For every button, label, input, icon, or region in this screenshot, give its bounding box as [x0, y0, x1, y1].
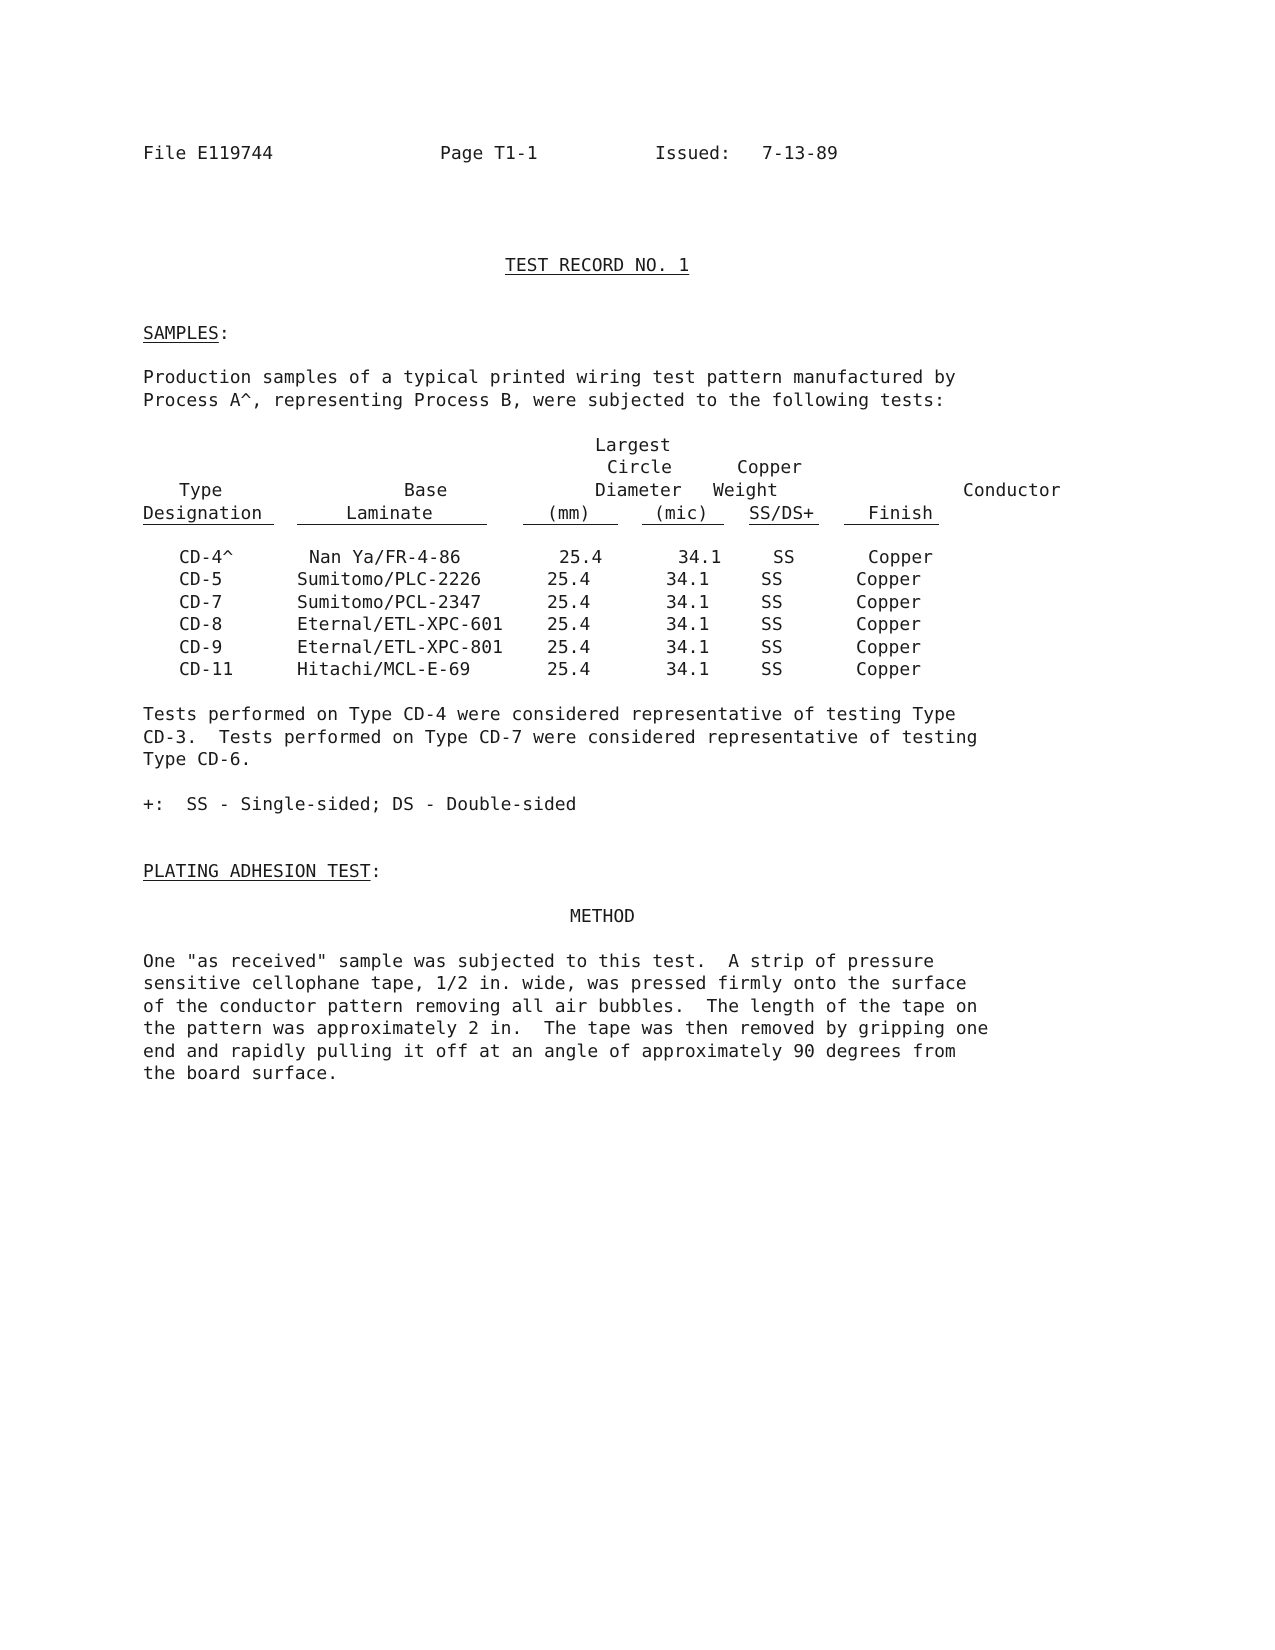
samples-heading: SAMPLES:: [143, 323, 230, 344]
underline-ssds: [749, 524, 819, 525]
col-header-base: Base: [404, 480, 448, 501]
method-line-5: end and rapidly pulling it off at an angle of approximately 90 degrees from: [143, 1041, 956, 1062]
cell-finish: Copper: [856, 592, 922, 613]
cell-mic: 34.1: [666, 569, 710, 590]
cell-base: Sumitomo/PLC-2226: [297, 569, 482, 590]
col-header-designation: Designation: [143, 503, 263, 524]
method-line-3: of the conductor pattern removing all air bubbles. The length of the tape on: [143, 996, 978, 1017]
cell-base: Hitachi/MCL-E-69: [297, 659, 471, 680]
underline-mm: [523, 524, 618, 525]
method-line-1: One "as received" sample was subjected to this test. A strip of pressure: [143, 951, 935, 972]
cell-mm: 25.4: [559, 547, 603, 568]
col-header-diameter: Diameter: [595, 480, 682, 501]
cell-mic: 34.1: [678, 547, 722, 568]
samples-intro-line-1: Production samples of a typical printed wiring test pattern manufactured by: [143, 367, 956, 388]
cell-mm: 25.4: [547, 569, 591, 590]
method-line-4: the pattern was approximately 2 in. The tape was then removed by gripping one: [143, 1018, 989, 1039]
underline-designation: [143, 524, 274, 525]
col-header-copper: Copper: [737, 457, 803, 478]
method-line-2: sensitive cellophane tape, 1/2 in. wide, was pressed firmly onto the surface: [143, 973, 967, 994]
cell-type: CD-4^: [179, 547, 234, 568]
col-header-type: Type: [179, 480, 223, 501]
note-line-2: CD-3. Tests performed on Type CD-7 were considered representative of testing: [143, 727, 978, 748]
cell-type: CD-7: [179, 592, 223, 613]
cell-type: CD-9: [179, 637, 223, 658]
cell-base: Sumitomo/PCL-2347: [297, 592, 482, 613]
cell-mic: 34.1: [666, 592, 710, 613]
cell-mm: 25.4: [547, 592, 591, 613]
cell-finish: Copper: [856, 659, 922, 680]
col-header-conductor: Conductor: [963, 480, 1061, 501]
underline-laminate: [297, 524, 487, 525]
col-header-largest: Largest: [595, 435, 671, 456]
cell-mm: 25.4: [547, 614, 591, 635]
col-header-circle: Circle: [607, 457, 673, 478]
col-header-laminate: Laminate: [346, 503, 433, 524]
cell-mic: 34.1: [666, 637, 710, 658]
col-header-mic: (mic): [654, 503, 709, 524]
plating-heading: PLATING ADHESION TEST:: [143, 861, 382, 882]
issued-label: Issued:: [655, 143, 731, 164]
cell-ssds: SS: [761, 637, 783, 658]
cell-type: CD-5: [179, 569, 223, 590]
page-title: TEST RECORD NO. 1: [505, 255, 690, 276]
cell-finish: Copper: [856, 614, 922, 635]
cell-finish: Copper: [868, 547, 934, 568]
cell-mm: 25.4: [547, 637, 591, 658]
col-header-ssds: SS/DS+: [749, 503, 815, 524]
file-number: File E119744: [143, 143, 274, 164]
underline-mic: [642, 524, 724, 525]
plating-heading-text: PLATING ADHESION TEST: [143, 861, 371, 882]
cell-base: Eternal/ETL-XPC-801: [297, 637, 503, 658]
cell-mic: 34.1: [666, 659, 710, 680]
note-line-1: Tests performed on Type CD-4 were considered representative of testing Type: [143, 704, 956, 725]
cell-mm: 25.4: [547, 659, 591, 680]
cell-type: CD-8: [179, 614, 223, 635]
cell-ssds: SS: [761, 569, 783, 590]
footnote: +: SS - Single-sided; DS - Double-sided: [143, 794, 577, 815]
col-header-weight: Weight: [713, 480, 779, 501]
col-header-mm: (mm): [547, 503, 591, 524]
note-line-3: Type CD-6.: [143, 749, 252, 770]
samples-heading-text: SAMPLES: [143, 323, 219, 344]
cell-base: Nan Ya/FR-4-86: [309, 547, 461, 568]
cell-finish: Copper: [856, 569, 922, 590]
samples-intro-line-2: Process A^, representing Process B, were subjected to the following tests:: [143, 390, 945, 411]
cell-base: Eternal/ETL-XPC-601: [297, 614, 503, 635]
cell-type: CD-11: [179, 659, 234, 680]
col-header-finish: Finish: [868, 503, 934, 524]
cell-mic: 34.1: [666, 614, 710, 635]
cell-ssds: SS: [773, 547, 795, 568]
page-number: Page T1-1: [440, 143, 538, 164]
cell-ssds: SS: [761, 592, 783, 613]
cell-finish: Copper: [856, 637, 922, 658]
cell-ssds: SS: [761, 614, 783, 635]
method-title: METHOD: [570, 906, 636, 927]
underline-finish: [844, 524, 939, 525]
cell-ssds: SS: [761, 659, 783, 680]
method-line-6: the board surface.: [143, 1063, 339, 1084]
issued-date: 7-13-89: [762, 143, 838, 164]
